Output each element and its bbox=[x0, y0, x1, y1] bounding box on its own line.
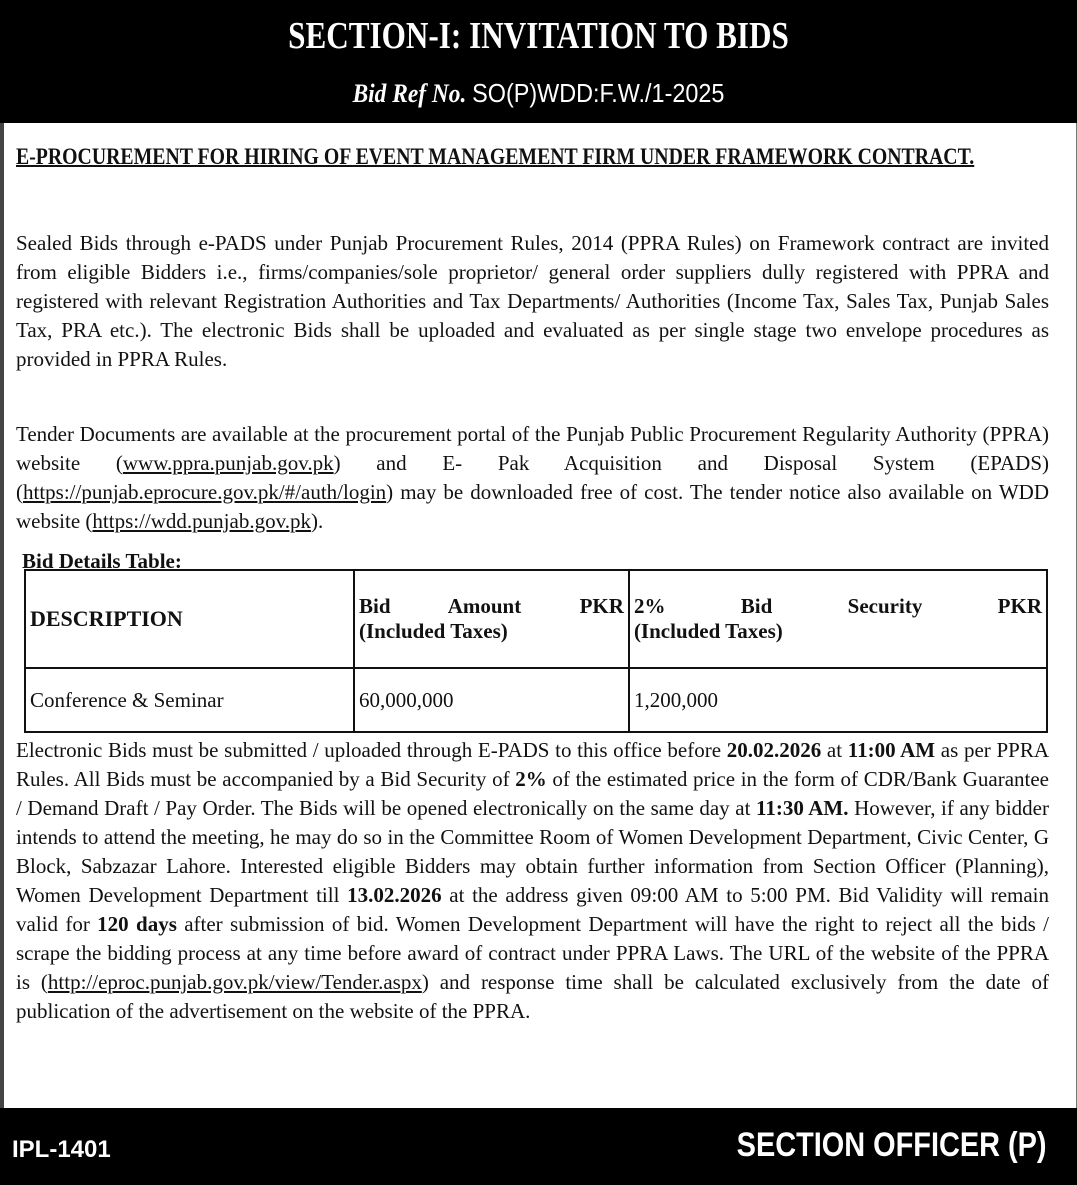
notice-heading: E-PROCUREMENT FOR HIRING OF EVENT MANAGEMENT FIRM UNDER FRAMEWORK CONTRACT. bbox=[16, 144, 975, 169]
cell-bid-amount: 60,000,000 bbox=[354, 668, 629, 732]
text-segment: at bbox=[821, 738, 848, 762]
bid-validity-period: 120 days bbox=[97, 912, 177, 936]
header-line: (Included Taxes) bbox=[358, 619, 508, 643]
notice-title: SECTION-I: INVITATION TO BIDS bbox=[288, 15, 789, 57]
notice-footer bbox=[0, 1108, 1077, 1185]
text-segment: Tender Documents are available at the procurement portal of the Punjab Public Procurement Regularity Authority (PPRA) website ( bbox=[16, 422, 1049, 475]
bid-reference bbox=[54, 78, 1023, 109]
cell-bid-security: 1,200,000 bbox=[629, 668, 1047, 732]
text-segment: after submission of bid. Women Development Department will have the right to reject all the bids / scrape the bidding process at any time before award of contract under PPRA Laws. The URL of the website of the PPRA is ( bbox=[16, 912, 1049, 994]
paragraph-tender-documents bbox=[16, 420, 1049, 536]
ppra-tender-link[interactable]: http://eproc.punjab.gov.pk/view/Tender.aspx bbox=[47, 970, 422, 994]
notice-header bbox=[0, 0, 1077, 123]
column-header-bid-amount bbox=[354, 570, 629, 668]
submission-deadline-time: 11:00 AM bbox=[847, 738, 936, 762]
opening-time: 11:30 AM. bbox=[756, 796, 849, 820]
table-row bbox=[25, 668, 1047, 732]
ppra-website-link[interactable]: www.ppra.punjab.gov.pk bbox=[122, 451, 334, 475]
table-header-row bbox=[25, 570, 1047, 668]
column-header-description: DESCRIPTION bbox=[25, 570, 354, 668]
text-segment: ) may be downloaded free of cost. The tender notice also available on WDD website ( bbox=[16, 480, 1049, 533]
information-deadline-date: 13.02.2026 bbox=[347, 883, 442, 907]
paragraph-eligibility: Sealed Bids through e-PADS under Punjab Procurement Rules, 2014 (PPRA Rules) on Framework contract are invited from eligible Bidders i.e., firms/companies/sole proprietor/ general order suppliers dully registered with PPRA and registered with relevant Registration Authorities and Tax Departments/ Authorities (Income Tax, Sales Tax, Punjab Sales Tax, PRA etc.). The electronic Bids shall be uploaded and evaluated as per single stage two envelope procedures as provided in PPRA Rules. bbox=[16, 231, 1049, 371]
text-segment: ) and response time shall be calculated exclusively from the date of publication of the advertisement on the website of the PPRA. bbox=[16, 970, 1050, 1023]
text-segment: of the estimated price in the form of CDR/Bank Guarantee / Demand Draft / Pay Order. The Bids will be opened electronically on the same day at bbox=[16, 767, 1049, 820]
text-segment: as per PPRA Rules. All Bids must be accompanied by a Bid Security of bbox=[16, 738, 1049, 791]
wdd-website-link[interactable]: https://wdd.punjab.gov.pk bbox=[92, 509, 311, 533]
column-header-bid-security bbox=[629, 570, 1047, 668]
left-border bbox=[0, 123, 4, 1108]
header-line: (Included Taxes) bbox=[633, 619, 783, 643]
bid-ref-value: SO(P)WDD:F.W./1-2025 bbox=[472, 78, 725, 108]
paragraph-submission-terms bbox=[16, 736, 1049, 1026]
header-line: 2% Bid Security PKR bbox=[633, 594, 1042, 618]
signatory: SECTION OFFICER (P) bbox=[737, 1126, 1047, 1164]
text-segment: Electronic Bids must be submitted / uploaded through E-PADS to this office before bbox=[16, 738, 727, 762]
text-segment: ) and E- Pak Acquisition and Disposal System (EPADS) ( bbox=[16, 451, 1049, 504]
bid-table-label: Bid Details Table: bbox=[22, 549, 182, 573]
text-segment: However, if any bidder intends to attend the meeting, he may do so in the Committee Room of Women Development Department, Civic Center, G Block, Sabzazar Lahore. Interested eligible Bidders may obtain further information from Section Officer (Planning), Women Development Department till bbox=[16, 796, 1049, 907]
cell-description: Conference & Seminar bbox=[25, 668, 354, 732]
text-segment: ). bbox=[310, 509, 324, 533]
bid-ref-label: Bid Ref No. bbox=[352, 79, 467, 108]
header-line: Bid Amount PKR bbox=[358, 594, 624, 618]
bid-security-percent: 2% bbox=[515, 767, 547, 791]
submission-deadline-date: 20.02.2026 bbox=[726, 738, 822, 762]
ipl-code: IPL-1401 bbox=[12, 1136, 111, 1163]
epads-login-link[interactable]: https://punjab.eprocure.gov.pk/#/auth/login bbox=[23, 480, 387, 504]
bid-details-table bbox=[24, 569, 1048, 733]
text-segment: at the address given 09:00 AM to 5:00 PM. Bid Validity will remain valid for bbox=[16, 883, 1050, 936]
